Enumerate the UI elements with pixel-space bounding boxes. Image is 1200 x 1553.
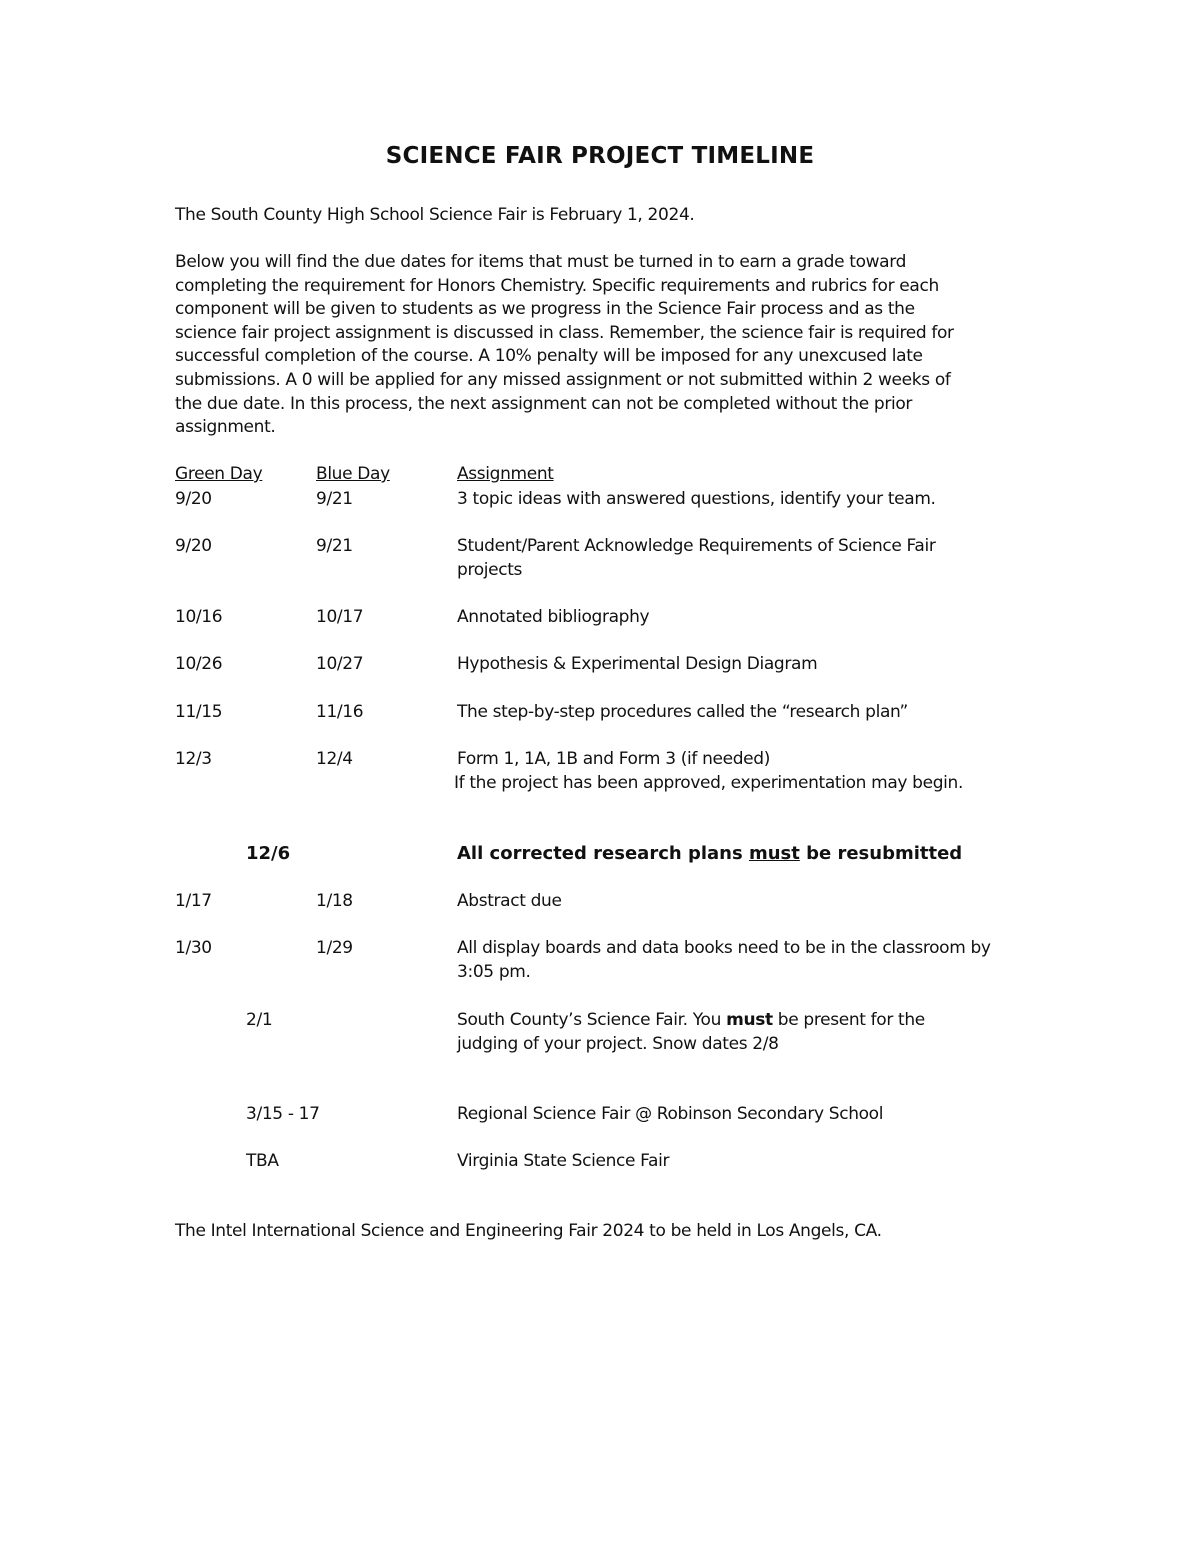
paragraph-line: completing the requirement for Honors Chemistry. Specific requirements and rubrics for each (175, 275, 939, 296)
assignment-text: Hypothesis & Experimental Design Diagram (457, 654, 818, 674)
green-day-date: 1/17 (175, 891, 212, 911)
timeline-row (0, 748, 1200, 798)
state-fair-date: TBA (246, 1151, 279, 1171)
regional-fair-text: Regional Science Fair @ Robinson Secondary School (457, 1104, 884, 1124)
green-day-date: 9/20 (175, 536, 212, 556)
header-blue-day: Blue Day (316, 464, 390, 484)
footer-text: The Intel International Science and Engineering Fair 2024 to be held in Los Angels, CA. (175, 1221, 882, 1241)
assignment-line: If the project has been approved, experimentation may begin. (454, 772, 963, 793)
green-day-date: 10/26 (175, 654, 223, 674)
regional-fair-row (0, 1103, 1200, 1153)
green-day-date: 9/20 (175, 489, 212, 509)
paragraph-line: science fair project assignment is discussed in class. Remember, the science fair is required for (175, 322, 954, 343)
paragraph-line: submissions. A 0 will be applied for any missed assignment or not submitted within 2 weeks of (175, 369, 951, 390)
assignment-text: Annotated bibliography (457, 607, 650, 627)
green-day-date: 12/3 (175, 749, 212, 769)
timeline-row (0, 890, 1200, 940)
green-day-date: 10/16 (175, 607, 223, 627)
blue-day-date: 1/18 (316, 891, 353, 911)
science-fair-line: judging of your project. Snow dates 2/8 (457, 1033, 779, 1054)
page-title: SCIENCE FAIR PROJECT TIMELINE (385, 143, 815, 169)
timeline-row (0, 606, 1200, 656)
science-fair-text-end: be present for the (772, 1010, 925, 1030)
paragraph-line: component will be given to students as we progress in the Science Fair process and as the (175, 299, 915, 320)
green-day-date: 1/30 (175, 938, 212, 958)
assignment-text (454, 748, 963, 795)
assignment-line: projects (457, 559, 523, 580)
assignment-text (457, 937, 991, 984)
header-green-day: Green Day (175, 464, 263, 484)
blue-day-date: 10/17 (316, 607, 364, 627)
paragraph-line: successful completion of the course. A 10% penalty will be imposed for any unexcused late (175, 346, 923, 367)
intro-text: The South County High School Science Fair is February 1, 2024. (175, 205, 695, 225)
science-fair-row (0, 1009, 1200, 1059)
timeline-row (0, 937, 1200, 987)
resubmit-text-start: All corrected research plans (457, 843, 749, 864)
assignment-line: Form 1, 1A, 1B and Form 3 (if needed) (457, 749, 770, 769)
paragraph-line: Below you will find the due dates for items that must be turned in to earn a grade toward (175, 252, 907, 272)
science-fair-date: 2/1 (246, 1010, 273, 1030)
blue-day-date: 12/4 (316, 749, 353, 769)
regional-fair-date: 3/15 - 17 (246, 1104, 320, 1124)
science-fair-line (457, 1009, 925, 1033)
blue-day-date: 1/29 (316, 938, 353, 958)
science-fair-emphasis: must (726, 1010, 773, 1030)
science-fair-text-start: South County’s Science Fair. You (457, 1010, 727, 1030)
timeline-row (0, 701, 1200, 751)
resubmit-row (0, 842, 1200, 892)
assignment-line: 3:05 pm. (457, 961, 531, 982)
assignment-line: Student/Parent Acknowledge Requirements of Science Fair (457, 536, 936, 556)
resubmit-emphasis: must (748, 843, 800, 864)
state-fair-row (0, 1150, 1200, 1200)
assignment-text (457, 535, 935, 582)
state-fair-text: Virginia State Science Fair (457, 1151, 670, 1171)
timeline-row (0, 535, 1200, 585)
requirements-paragraph (175, 251, 954, 440)
green-day-date: 11/15 (175, 702, 223, 722)
paragraph-line: the due date. In this process, the next assignment can not be completed without the prior (175, 393, 913, 414)
resubmit-text-end: be resubmitted (799, 843, 963, 864)
science-fair-text (457, 1009, 925, 1056)
resubmit-text (457, 842, 962, 866)
blue-day-date: 9/21 (316, 489, 353, 509)
timeline-row (0, 653, 1200, 703)
header-assignment: Assignment (457, 464, 554, 484)
blue-day-date: 10/27 (316, 654, 364, 674)
paragraph-line: assignment. (175, 417, 276, 438)
assignment-text: The step-by-step procedures called the “research plan” (457, 702, 908, 722)
assignment-line: All display boards and data books need to be in the classroom by (457, 938, 991, 958)
resubmit-date: 12/6 (246, 843, 291, 864)
assignment-text: 3 topic ideas with answered questions, identify your team. (457, 489, 936, 509)
blue-day-date: 9/21 (316, 536, 353, 556)
timeline-row (0, 488, 1200, 538)
blue-day-date: 11/16 (316, 702, 364, 722)
assignment-text: Abstract due (457, 891, 562, 911)
